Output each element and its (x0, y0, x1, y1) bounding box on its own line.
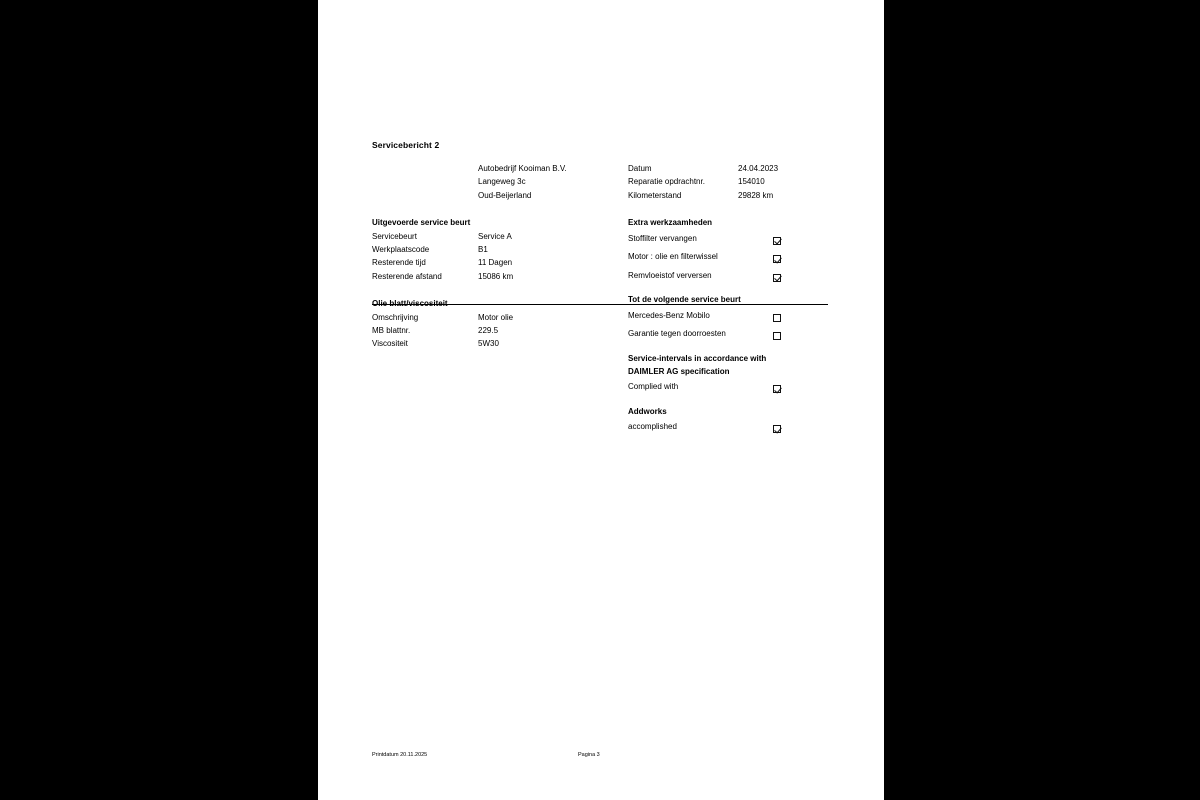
next-service-item-label: Mercedes-Benz Mobilo (628, 310, 710, 320)
service-row (372, 230, 628, 243)
service-label: Resterende tijd (372, 258, 426, 268)
meta-row (628, 175, 832, 188)
service-row (372, 256, 628, 269)
service-row (372, 243, 628, 256)
oil-label: Viscositeit (372, 339, 408, 349)
next-service-item-checkbox-cell (773, 307, 832, 326)
service-value: 15086 km (478, 271, 514, 281)
left-column (372, 216, 628, 351)
meta-value: 154010 (738, 177, 765, 187)
service-value: B1 (478, 245, 488, 255)
oil-label: Omschrijving (372, 312, 419, 322)
checkbox-checked-icon[interactable] (773, 255, 781, 263)
oil-value: 229.5 (478, 326, 499, 336)
intervals-section-heading-line2: DAIMLER AG specification (628, 366, 730, 376)
intervals-item (628, 378, 832, 397)
next-service-item (628, 307, 832, 326)
oil-label: MB blattnr. (372, 326, 411, 336)
oil-value: Motor olie (478, 312, 514, 322)
service-label: Servicebeurt (372, 231, 417, 241)
intervals-item-label: Complied with (628, 382, 679, 392)
extra-section-heading: Extra werkzaamheden (628, 218, 713, 228)
service-label: Werkplaatscode (372, 245, 430, 255)
next-service-item (628, 325, 832, 344)
document-body (372, 140, 832, 437)
meta-row (628, 189, 832, 202)
extra-item-checkbox-cell (773, 267, 832, 286)
company-street: Langeweg 3c (478, 177, 526, 187)
spacer (372, 202, 832, 216)
service-value: 11 Dagen (478, 258, 513, 268)
footer-page-number: Pagina 3 (578, 752, 600, 758)
header-columns (372, 162, 832, 202)
right-column (628, 216, 832, 437)
service-section-heading: Uitgevoerde service beurt (372, 218, 471, 228)
spacer (372, 175, 478, 188)
meta-value: 29828 km (738, 190, 774, 200)
extra-item-label: Motor : olie en filterwissel (628, 252, 718, 262)
addworks-section-heading: Addworks (628, 406, 667, 416)
footer-print-date: Printdatum 20.11.2025 (372, 752, 428, 758)
spacer (628, 397, 832, 405)
spacer (628, 285, 832, 293)
main-columns (372, 216, 832, 437)
document-page (318, 0, 884, 800)
oil-row (372, 311, 628, 324)
service-label: Resterende afstand (372, 271, 442, 281)
oil-row (372, 337, 628, 350)
extra-item (628, 248, 832, 267)
company-street-row (372, 175, 628, 188)
addworks-item-label: accomplished (628, 422, 677, 432)
oil-row (372, 324, 628, 337)
spacer (372, 189, 478, 202)
next-service-section-heading: Tot de volgende service beurt (628, 295, 741, 305)
company-city: Oud-Beijerland (478, 190, 532, 200)
extra-item-label: Stoffilter vervangen (628, 233, 697, 243)
checkbox-unchecked-icon[interactable] (773, 332, 781, 340)
extra-item (628, 230, 832, 249)
intervals-item-checkbox-cell (773, 378, 832, 397)
addworks-item-checkbox-cell (773, 418, 832, 437)
page-footer (372, 752, 828, 758)
checkbox-checked-icon[interactable] (773, 274, 781, 282)
checkbox-checked-icon[interactable] (773, 385, 781, 393)
company-name: Autobedrijf Kooiman B.V. (478, 164, 567, 173)
spacer (372, 283, 628, 297)
company-city-row (372, 189, 628, 202)
meta-label: Kilometerstand (628, 190, 682, 200)
next-service-item-checkbox-cell (773, 325, 832, 344)
company-name-row (372, 162, 628, 175)
extra-item (628, 267, 832, 286)
service-row (372, 270, 628, 283)
extra-item-label: Remvloeistof verversen (628, 270, 712, 280)
meta-label: Datum (628, 164, 652, 173)
service-value: Service A (478, 231, 512, 241)
extra-item-checkbox-cell (773, 248, 832, 267)
horizontal-divider (372, 304, 828, 305)
checkbox-unchecked-icon[interactable] (773, 314, 781, 322)
extra-item-checkbox-cell (773, 230, 832, 249)
checkbox-checked-icon[interactable] (773, 425, 781, 433)
meta-value: 24.04.2023 (738, 164, 779, 173)
intervals-section-heading-line1: Service-intervals in accordance with (628, 353, 767, 363)
meta-label: Reparatie opdrachtnr. (628, 177, 705, 187)
meta-row (628, 162, 832, 175)
meta-block (628, 162, 832, 202)
addworks-item (628, 418, 832, 437)
checkbox-checked-icon[interactable] (773, 237, 781, 245)
page-title: Servicebericht 2 (372, 140, 440, 150)
next-service-item-label: Garantie tegen doorroesten (628, 329, 726, 339)
spacer (372, 162, 478, 175)
company-address-block (372, 162, 628, 202)
spacer (628, 344, 832, 352)
oil-value: 5W30 (478, 339, 499, 349)
